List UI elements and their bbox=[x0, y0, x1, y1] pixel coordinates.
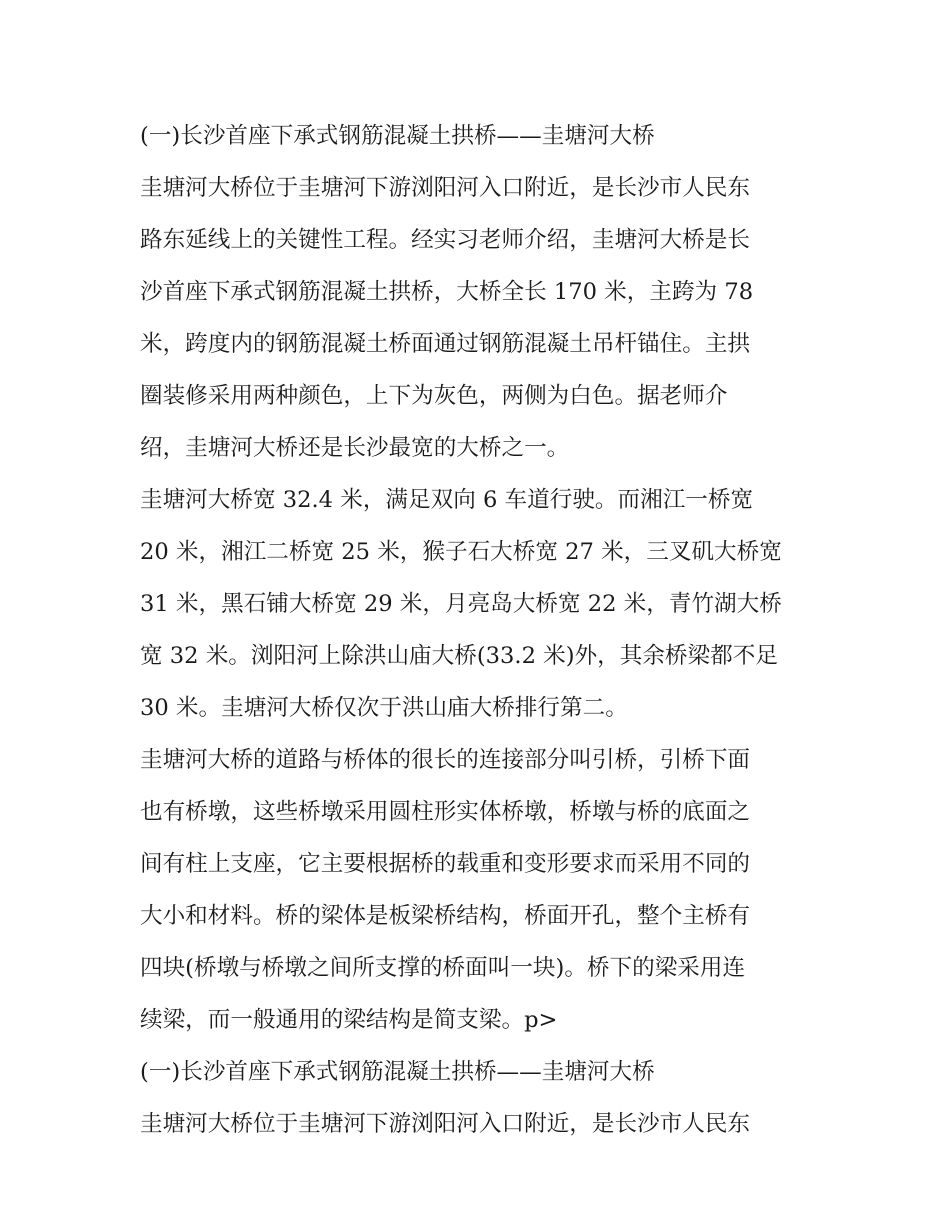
document-page bbox=[140, 110, 820, 1150]
intro-paragraph-repeat bbox=[140, 1098, 820, 1150]
text-line: (一)长沙首座下承式钢筋混凝土拱桥——圭塘河大桥 bbox=[140, 1059, 655, 1085]
text-line: 也有桥墩，这些桥墩采用圆柱形实体桥墩，桥墩与桥的底面之 bbox=[140, 799, 751, 825]
text-line: 圭塘河大桥的道路与桥体的很长的连接部分叫引桥，引桥下面 bbox=[140, 747, 751, 773]
text-line: 圭塘河大桥位于圭塘河下游浏阳河入口附近，是长沙市人民东 bbox=[140, 1111, 751, 1137]
intro-paragraph bbox=[140, 162, 820, 474]
text-line: 米，跨度内的钢筋混凝土桥面通过钢筋混凝土吊杆锚住。主拱 bbox=[140, 331, 751, 357]
text-line: 四块(桥墩与桥墩之间所支撑的桥面叫一块)。桥下的梁采用连 bbox=[140, 955, 746, 981]
text-line: 20 米，湘江二桥宽 25 米，猴子石大桥宽 27 米，三叉矶大桥宽 bbox=[140, 539, 782, 565]
text-line: (一)长沙首座下承式钢筋混凝土拱桥——圭塘河大桥 bbox=[140, 123, 655, 149]
text-line: 30 米。圭塘河大桥仅次于洪山庙大桥排行第二。 bbox=[140, 695, 628, 721]
text-line: 31 米，黑石铺大桥宽 29 米，月亮岛大桥宽 22 米，青竹湖大桥 bbox=[140, 591, 782, 617]
text-line: 圈装修采用两种颜色，上下为灰色，两侧为白色。据老师介 bbox=[140, 383, 728, 409]
heading-paragraph bbox=[140, 110, 820, 162]
text-line: 宽 32 米。浏阳河上除洪山庙大桥(33.2 米)外，其余桥梁都不足 bbox=[140, 643, 778, 669]
heading-paragraph-repeat bbox=[140, 1046, 820, 1098]
structure-paragraph bbox=[140, 734, 820, 1046]
text-line: 绍，圭塘河大桥还是长沙最宽的大桥之一。 bbox=[140, 435, 570, 461]
text-line: 沙首座下承式钢筋混凝土拱桥，大桥全长 170 米，主跨为 78 bbox=[140, 279, 754, 305]
text-line: 圭塘河大桥位于圭塘河下游浏阳河入口附近，是长沙市人民东 bbox=[140, 175, 751, 201]
width-paragraph bbox=[140, 474, 820, 734]
text-line: 路东延线上的关键性工程。经实习老师介绍，圭塘河大桥是长 bbox=[140, 227, 751, 253]
text-line: 间有柱上支座，它主要根据桥的载重和变形要求而采用不同的 bbox=[140, 851, 751, 877]
text-line: 圭塘河大桥宽 32.4 米，满足双向 6 车道行驶。而湘江一桥宽 bbox=[140, 487, 754, 513]
text-line: 大小和材料。桥的梁体是板梁桥结构，桥面开孔，整个主桥有 bbox=[140, 903, 751, 929]
text-line: 续梁，而一般通用的梁结构是简支梁。p> bbox=[140, 1007, 558, 1033]
